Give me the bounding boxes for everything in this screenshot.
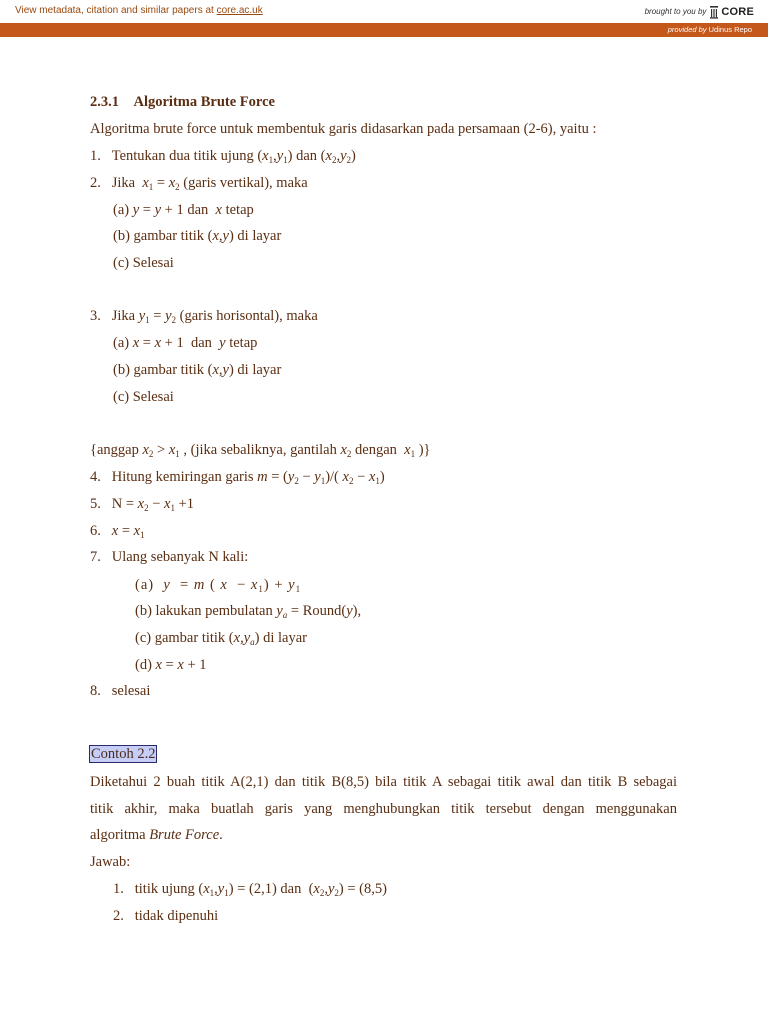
provided-source: Udinus Repo xyxy=(708,25,752,34)
step-5: 5. $N = x_2 - x_1 +1$ xyxy=(90,496,195,513)
provided-prefix: provided by xyxy=(667,25,707,34)
core-metadata-text xyxy=(15,5,263,16)
sub-label: (c) xyxy=(113,255,130,271)
example-line-3-suffix: . xyxy=(219,827,223,843)
example-line-2: titik akhir, maka buatlah garis yang menghubungkan titik tersebut dengan menggunakan xyxy=(90,801,677,817)
sub-label: (a) xyxy=(113,202,130,218)
answer-1: 1. titik ujung $(x_1,y_1) = (2,1)$ dan $(x_2,y_2) = (8,5)$ xyxy=(113,881,387,898)
brute-force-italic: Brute Force xyxy=(149,827,220,843)
step-number: 2. xyxy=(90,175,101,191)
answer-2-text: tidak dipenuhi xyxy=(134,908,219,924)
section-title: Algoritma Brute Force xyxy=(133,94,275,110)
answer-2 xyxy=(113,907,218,925)
step-3b: (b) gambar titik (x,y) di layar xyxy=(113,362,282,378)
step-number: 6. xyxy=(90,523,101,539)
step-7d: (d) x = x + 1 xyxy=(135,657,207,673)
step-7 xyxy=(90,548,248,566)
section-heading xyxy=(90,93,275,111)
core-wordmark: CORE xyxy=(721,5,754,18)
section-number: 2.3.1 xyxy=(90,94,119,110)
brought-to-you-text: brought to you by xyxy=(644,7,707,16)
intro-text: Algoritma brute force untuk membentuk garis didasarkan pada persamaan (2-6), yaitu : xyxy=(90,121,597,137)
step-number: 8. xyxy=(90,683,101,699)
step-7c: (c) gambar titik $(x,y_a)$ di layar xyxy=(135,630,307,647)
step-1: 1. Tentukan dua titik ujung $(x_1,y_1)$ dan $(x_2,y_2)$ xyxy=(90,148,356,165)
sub-label: (a) xyxy=(135,577,155,593)
core-provided-bar xyxy=(0,23,768,37)
selesai-text: Selesai xyxy=(132,255,174,271)
step-number: 1. xyxy=(90,148,101,164)
step-7-text: Ulang sebanyak N kali: xyxy=(111,549,249,565)
step-3a: (a) x = x + 1 dan y tetap xyxy=(113,335,258,351)
step-6: 6. $x = x_1$ xyxy=(90,523,145,540)
step-number: 7. xyxy=(90,549,101,565)
example-line-3 xyxy=(90,826,223,844)
sub-label: (b) xyxy=(113,362,130,378)
example-heading xyxy=(90,745,156,763)
step-2c xyxy=(113,254,174,272)
step-3: 3. Jika $y_1 = y_2$ (garis horisontal), maka xyxy=(90,308,318,325)
step-7b: (b) lakukan pembulatan $y_a$ = Round(y), xyxy=(135,603,362,620)
answer-label: Jawab: xyxy=(90,854,131,870)
step-8 xyxy=(90,682,150,700)
core-banner xyxy=(0,0,768,24)
sub-label: (d) xyxy=(135,657,152,673)
step-2: 2. Jika $x_1 = x_2$ (garis vertikal), maka xyxy=(90,175,308,192)
metadata-prefix: View metadata, citation and similar papers at xyxy=(15,5,217,16)
example-label: Contoh 2.2 xyxy=(91,746,156,762)
step-3c xyxy=(113,388,174,406)
selesai-text: Selesai xyxy=(132,389,174,405)
core-brand[interactable] xyxy=(645,3,754,20)
step-number: 3. xyxy=(90,308,101,324)
selesai-text: selesai xyxy=(111,683,151,699)
answer-number: 1. xyxy=(113,881,124,897)
sub-label: (b) xyxy=(135,603,152,619)
provided-by[interactable] xyxy=(668,25,752,34)
core-logo-icon xyxy=(709,5,719,19)
sub-label: (c) xyxy=(113,389,130,405)
assumption: {anggap $x_2 > x_1$ , (jika sebaliknya, gantilah $x_2$ dengan $x_1$ )} xyxy=(90,442,431,459)
step-number: 4. xyxy=(90,469,101,485)
step-4: 4. Hitung kemiringan garis $m = (y_2 - y_1)/$( $x_2 - x_1$) xyxy=(90,469,385,486)
step-2a: (a) y = y + 1 dan x tetap xyxy=(113,202,254,218)
core-link[interactable]: core.ac.uk xyxy=(216,5,263,16)
example-line-1: Diketahui 2 buah titik A(2,1) dan titik B(8,5) bila titik A sebagai titik awal dan titik B sebagai xyxy=(90,774,677,790)
step-number: 5. xyxy=(90,496,101,512)
step-2b: (b) gambar titik (x,y) di layar xyxy=(113,228,282,244)
sub-label: (a) xyxy=(113,335,130,351)
sub-label: (c) xyxy=(135,630,152,646)
sub-label: (b) xyxy=(113,228,130,244)
step-7a: (a) y = m ( $x - x_1) + y_1$ xyxy=(135,577,302,594)
answer-number: 2. xyxy=(113,908,124,924)
example-line-3-prefix: algoritma xyxy=(90,827,150,843)
